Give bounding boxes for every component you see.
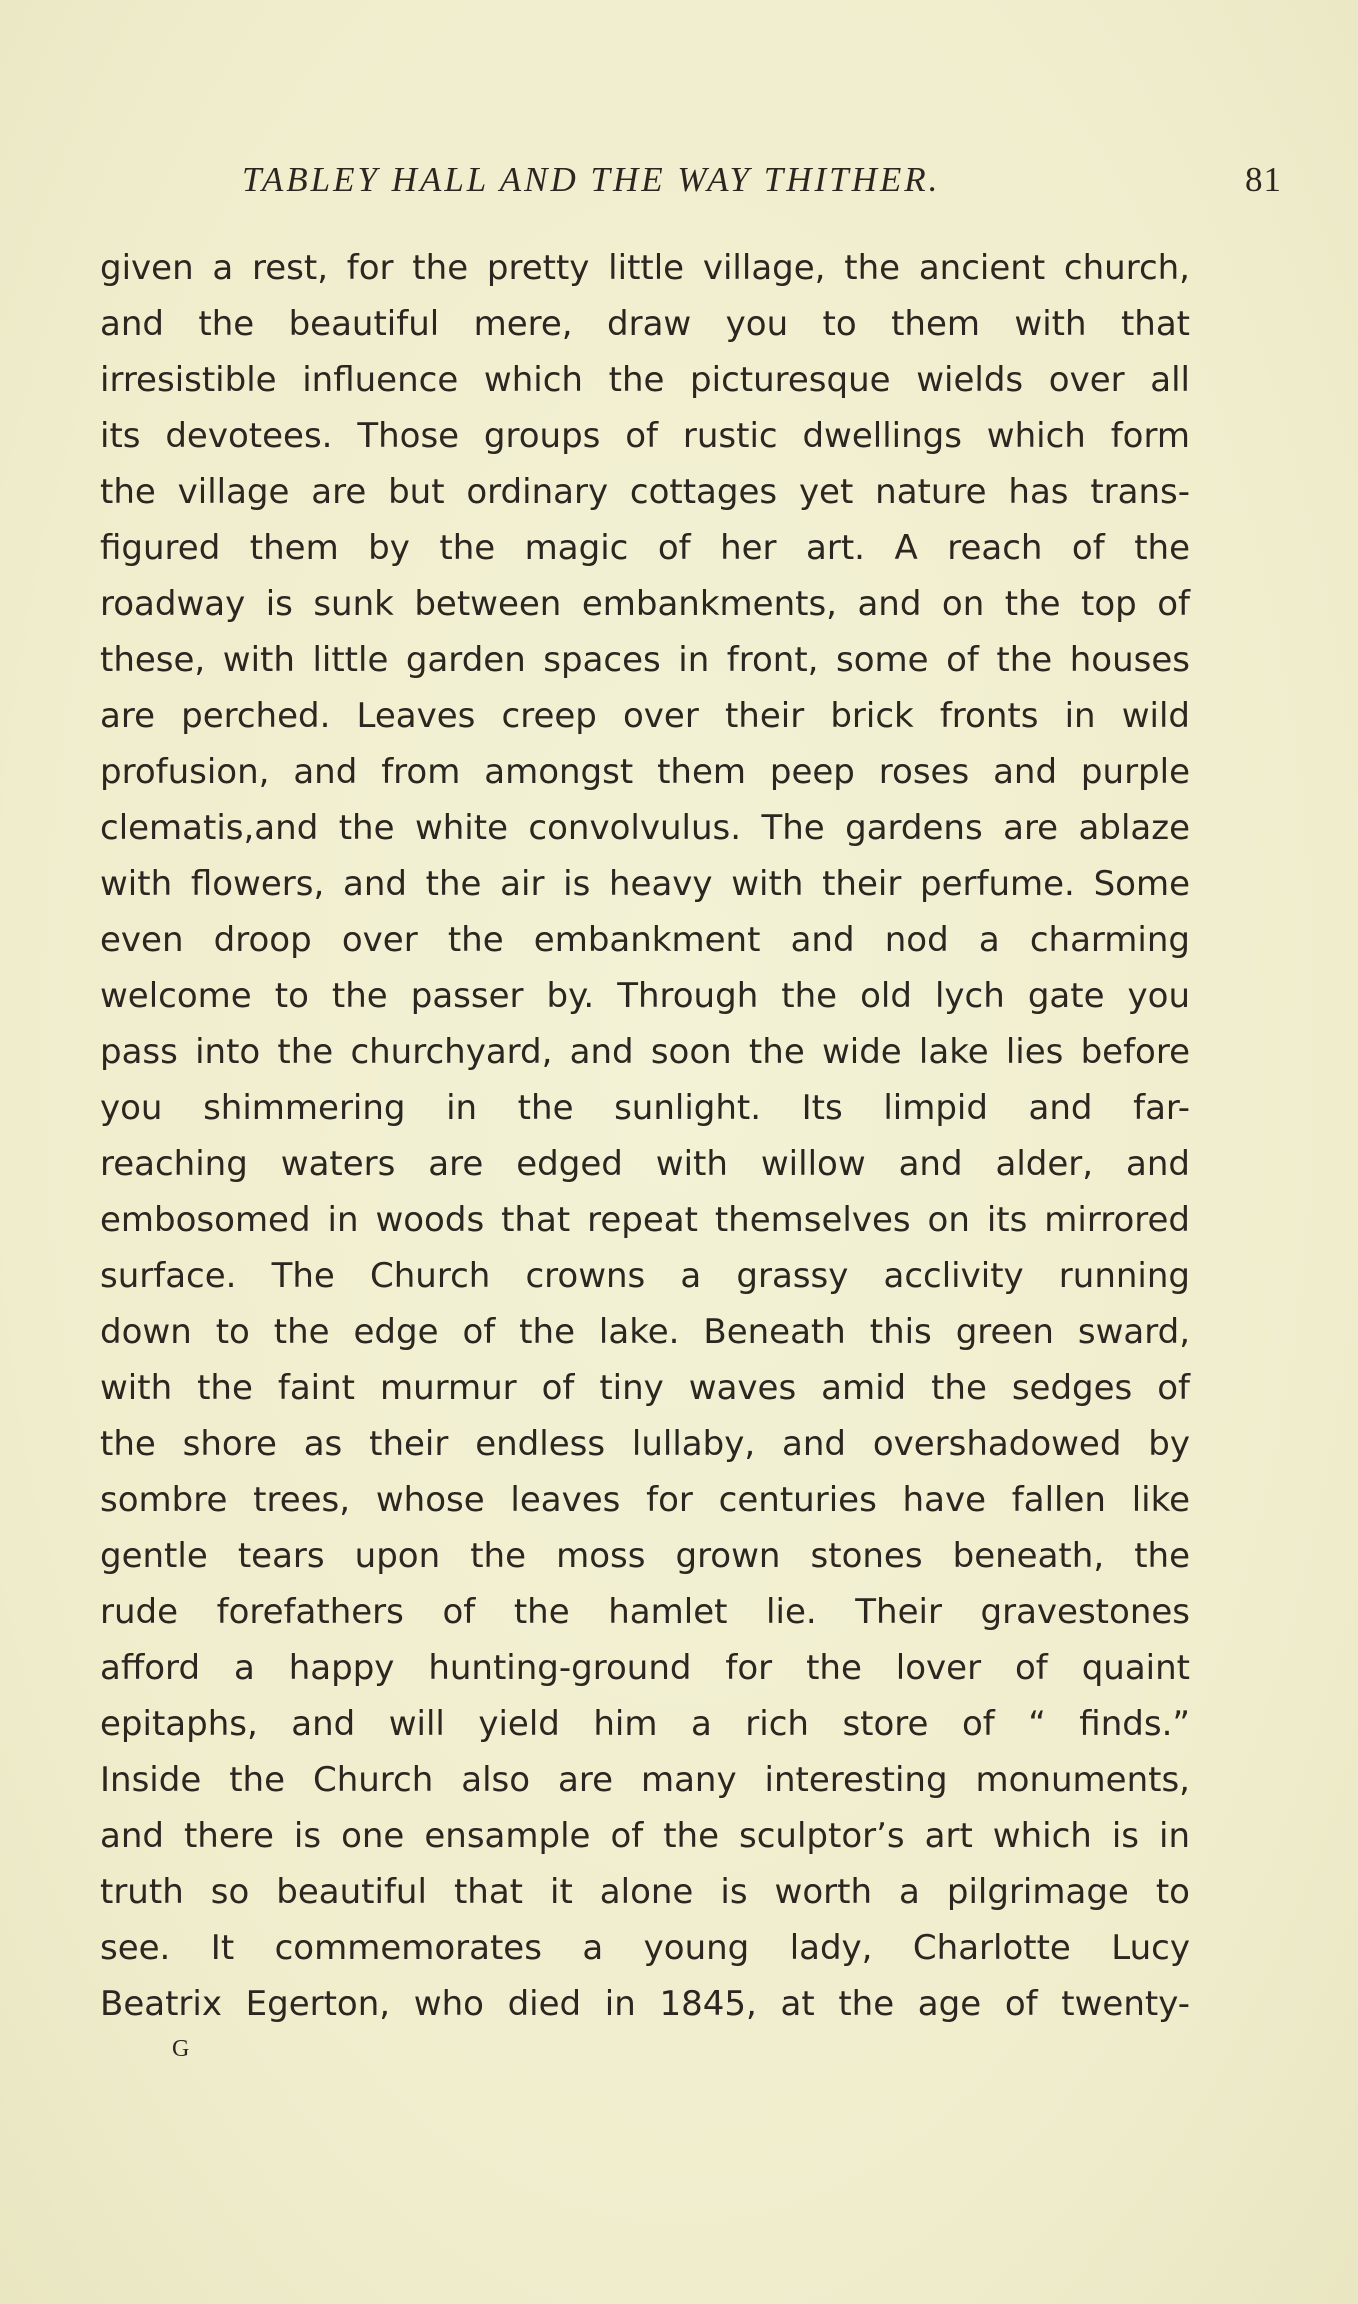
- text-line: the shore as their endless lullaby, and overshadowed by: [100, 1424, 1190, 1464]
- text-line: with the faint murmur of tiny waves amid the sedges of: [100, 1368, 1190, 1408]
- text-line: figured them by the magic of her art. A reach of the: [100, 528, 1190, 568]
- text-line: its devotees. Those groups of rustic dwellings which form: [100, 416, 1190, 456]
- body-text: [100, 240, 1190, 2032]
- page-number: 81: [1245, 160, 1282, 199]
- text-line: gentle tears upon the moss grown stones beneath, the: [100, 1536, 1190, 1576]
- text-line: epitaphs, and will yield him a rich store of “ finds.”: [100, 1704, 1190, 1744]
- text-line: reaching waters are edged with willow and alder, and: [100, 1144, 1190, 1184]
- text-line: with flowers, and the air is heavy with their perfume. Some: [100, 864, 1190, 904]
- text-line: sombre trees, whose leaves for centuries have fallen like: [100, 1480, 1190, 1520]
- text-line: and there is one ensample of the sculptor’s art which is in: [100, 1816, 1190, 1856]
- text-line: afford a happy hunting-ground for the lover of quaint: [100, 1648, 1190, 1688]
- text-line: truth so beautiful that it alone is worth a pilgrimage to: [100, 1872, 1190, 1912]
- text-line: are perched. Leaves creep over their brick fronts in wild: [100, 696, 1190, 736]
- text-line: and the beautiful mere, draw you to them with that: [100, 304, 1190, 344]
- running-head: [100, 155, 1282, 215]
- text-line: profusion, and from amongst them peep roses and purple: [100, 752, 1190, 792]
- text-line: the village are but ordinary cottages yet nature has trans-: [100, 472, 1190, 512]
- text-line: down to the edge of the lake. Beneath this green sward,: [100, 1312, 1190, 1352]
- text-line: roadway is sunk between embankments, and on the top of: [100, 584, 1190, 624]
- text-line: surface. The Church crowns a grassy acclivity running: [100, 1256, 1190, 1296]
- text-line: even droop over the embankment and nod a charming: [100, 920, 1190, 960]
- text-line: you shimmering in the sunlight. Its limpid and far-: [100, 1088, 1190, 1128]
- text-line: clematis,and the white convolvulus. The gardens are ablaze: [100, 808, 1190, 848]
- text-line: these, with little garden spaces in front, some of the houses: [100, 640, 1190, 680]
- text-line: pass into the churchyard, and soon the wide lake lies before: [100, 1032, 1190, 1072]
- running-title: TABLEY HALL AND THE WAY THITHER.: [242, 160, 941, 199]
- text-line: embosomed in woods that repeat themselves on its mirrored: [100, 1200, 1190, 1240]
- text-line: see. It commemorates a young lady, Charlotte Lucy: [100, 1928, 1190, 1968]
- text-line: irresistible influence which the picturesque wields over all: [100, 360, 1190, 400]
- text-line: welcome to the passer by. Through the old lych gate you: [100, 976, 1190, 1016]
- text-line: given a rest, for the pretty little village, the ancient church,: [100, 248, 1190, 288]
- text-line: rude forefathers of the hamlet lie. Their gravestones: [100, 1592, 1190, 1632]
- text-line: Beatrix Egerton, who died in 1845, at the age of twenty-: [100, 1984, 1190, 2024]
- text-line: Inside the Church also are many interesting monuments,: [100, 1760, 1190, 1800]
- signature-mark: G: [172, 2036, 191, 2062]
